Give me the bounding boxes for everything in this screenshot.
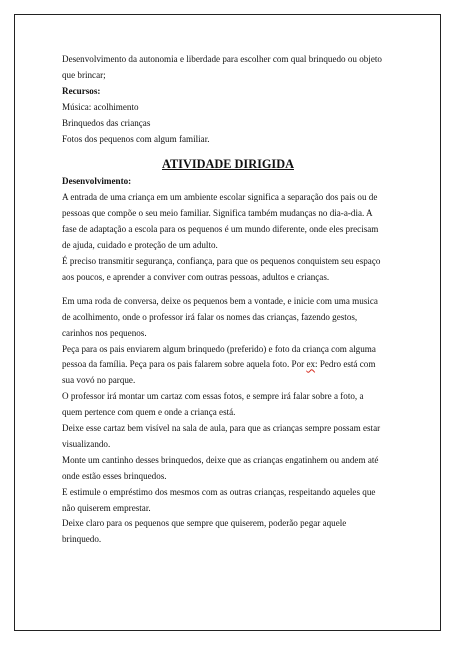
resource-item: Fotos dos pequenos com algum familiar. [62, 133, 210, 144]
document-body [62, 52, 394, 548]
spellcheck-marked-word[interactable]: ex [306, 359, 316, 370]
paragraph-line: carinhos nos pequenos. [62, 327, 147, 338]
paragraph-line: O professor irá montar um cartaz com essas fotos, e sempre irá falar sobre a foto, a [62, 391, 364, 402]
paragraph-line: Monte um cantinho desses brinquedos, deixe que as crianças engatinhem ou andem até [62, 454, 379, 465]
development-label: Desenvolvimento: [62, 176, 132, 187]
resource-item: Música: acolhimento [62, 101, 139, 112]
paragraph-line: fase de adaptação a escola para os pequenos é um mundo diferente, onde eles precisam [62, 224, 379, 235]
paragraph-line: quem pertence com quem e onde a criança está. [62, 407, 236, 418]
paragraph-line: Peça para os pais enviarem algum brinquedo (preferido) e foto da criança com alguma [62, 343, 376, 354]
paragraph-line: É preciso transmitir segurança, confiança, para que os pequenos conquistem seu espaço [62, 255, 381, 266]
resource-item: Brinquedos das crianças [62, 117, 151, 128]
resources-label: Recursos: [62, 85, 101, 96]
intro-line: que brincar; [62, 69, 106, 80]
paragraph-line: de acolhimento, onde o professor irá falar os nomes das crianças, fazendo gestos, [62, 311, 358, 322]
intro-line: Desenvolvimento da autonomia e liberdade para escolher com qual brinquedo ou objeto [62, 54, 382, 64]
text-run: pessoa da família. Peça para os pais falarem sobre aquela foto. Por [62, 359, 307, 370]
paragraph-line: Deixe esse cartaz bem visível na sala de aula, para que as crianças sempre possam estar [62, 423, 381, 434]
paragraph-line: onde estão esses brinquedos. [62, 470, 167, 481]
paragraph-line: sua vovó no parque. [62, 375, 136, 386]
paragraph-line: Deixe claro para os pequenos que sempre que quiserem, poderão pegar aquele [62, 518, 347, 529]
paragraph-line: visualizando. [62, 438, 111, 449]
paragraph-line: A entrada de uma criança em um ambiente escolar significa a separação dos pais ou de [62, 192, 378, 203]
text-run: : Pedro está com [315, 359, 376, 370]
paragraph-line: brinquedo. [62, 534, 102, 545]
paragraph-line: aos poucos, e aprender a conviver com outras pessoas, adultos e crianças. [62, 271, 330, 282]
paragraph-line: pessoas que compõe o seu meio familiar. Significa também mudanças no dia-a-dia. A [62, 208, 373, 219]
paragraph-line: de ajuda, cuidado e proteção de um adulto. [62, 240, 218, 251]
section-heading: ATIVIDADE DIRIGIDA [162, 157, 294, 172]
paragraph-line: Em uma roda de conversa, deixe os pequenos bem a vontade, e inicie com uma musica [62, 295, 378, 306]
paragraph-line: E estimule o empréstimo dos mesmos com as outras crianças, respeitando aqueles que [62, 486, 376, 497]
paragraph-line: não quiserem emprestar. [62, 502, 151, 513]
paragraph-line [62, 357, 394, 373]
